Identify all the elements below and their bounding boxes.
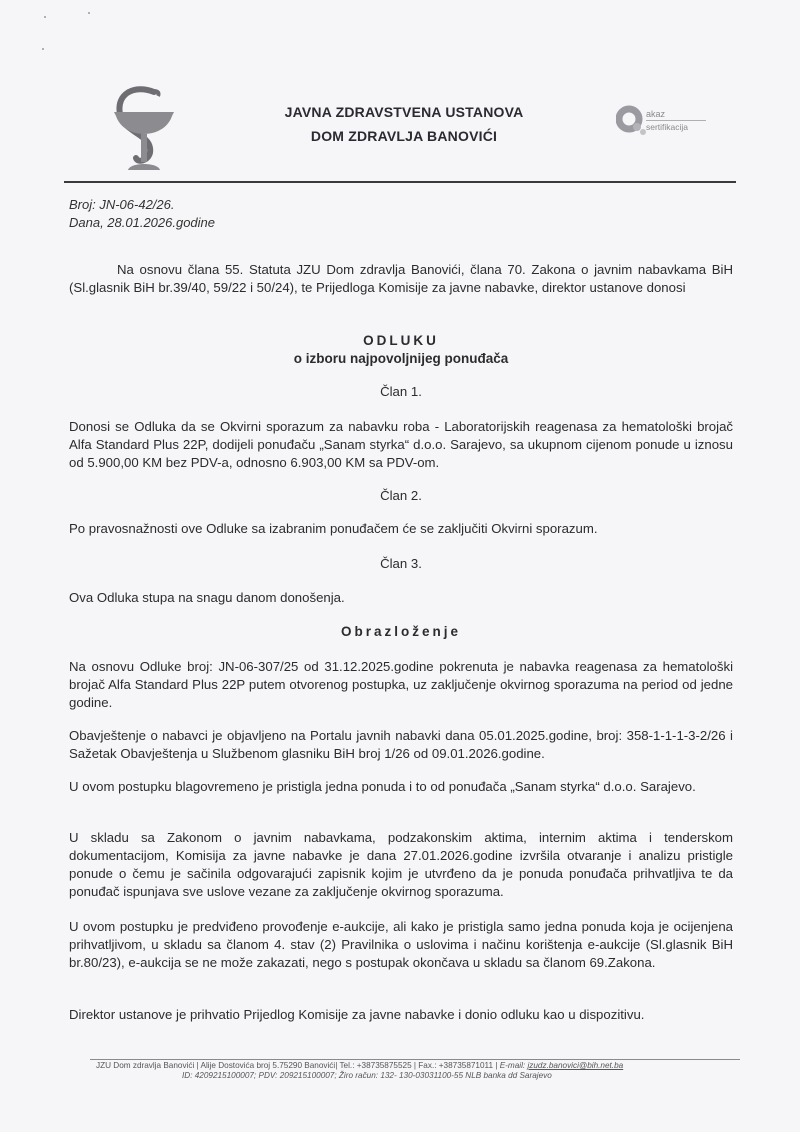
certification-label: sertifikacija [646, 122, 689, 132]
preamble: Na osnovu člana 55. Statuta JZU Dom zdravlja Banovići, člana 70. Zakona o javnim nabavkama BiH (Sl.glasnik BiH br.39/40, 59/22 i 50/24), te Prijedloga Komisije za javne nabavke, direktor ustanove donosi [69, 262, 733, 295]
akaz-q-logo-icon [616, 105, 648, 137]
akaz-certification-logo [616, 105, 726, 145]
footer-registration: ID: 4209215100007; PDV: 209215100007; Žiro račun: 132- 130-03031100-55 NLB banka dd Sarajevo [182, 1071, 552, 1080]
footer-address: JZU Dom zdravlja Banovići | Alije Dostovića broj 5.75290 Banovići| Tel.: +38735875525 | Fax.: +38735871011 | [96, 1061, 500, 1070]
footer [96, 1061, 623, 1081]
decision-subtitle: o izboru najpovoljnijeg ponuđača [293, 351, 509, 366]
rationale-paragraph-4: U skladu sa Zakonom o javnim nabavkama, podzakonskim aktima, internim aktima i tenderskom dokumentacijom, Komisija za javne nabavke je dana 27.01.2026.godine izvršila otvaranje i analizu pristigle ponude o čemu je sačinila odgovarajući zapisnik kojim je utvrđeno da je ponuda ponuđača prihvatljiva te da ponuđač ispunjava sve uslove vezane za zaključenje okvirnog sporazuma. [69, 830, 733, 899]
article-3-text: Ova Odluka stupa na snagu danom donošenja. [69, 590, 345, 605]
article-1-text: Donosi se Odluka da se Okvirni sporazum za nabavku roba - Laboratorijskih reagenasa za hematološki brojač Alfa Standard Plus 22P, dodijeli ponuđaču „Sanam styrka“ d.o.o. Sarajevo, sa ukupnom cijenom ponude u iznosu od 5.900,00 KM bez PDV-a, odnosno 6.903,00 KM sa PDV-om. [69, 419, 733, 470]
header-divider [64, 181, 736, 183]
rationale-paragraph-1: Na osnovu Odluke broj: JN-06-307/25 od 31.12.2025.godine pokrenuta je nabavka reagenasa za hematološki brojač Alfa Standard Plus 22P putem otvorenog postupka, uz zaključenje okvirnog sporazuma na period od jedne godine. [69, 659, 733, 710]
footer-email-link[interactable]: jzudz.banovici@bih.net.ba [527, 1061, 624, 1070]
institution-line1: JAVNA ZDRAVSTVENA USTANOVA [284, 104, 524, 120]
document-meta [69, 196, 215, 232]
akaz-label: akaz [646, 109, 666, 119]
footer-divider [90, 1059, 740, 1060]
article-3-heading: Član 3. [380, 556, 422, 571]
footer-email-label: E-mail: [499, 1061, 528, 1070]
document-date: Dana, 28.01.2026.godine [69, 215, 216, 230]
rationale-paragraph-3: U ovom postupku blagovremeno je pristigla jedna ponuda i to od ponuđača „Sanam styrka“ d.o.o. Sarajevo. [69, 779, 696, 794]
letterhead [104, 80, 724, 180]
rationale-paragraph-5: U ovom postupku je predviđeno provođenje e-aukcije, ali kako je pristigla samo jedna ponuda koja je ocijenjena prihvatljivom, u skladu sa članom 4. stav (2) Pravilnika o uslovima i načinu korištenja e-aukcije (Sl.glasnik BiH br.80/23), e-aukcija se ne može zakazati, nego s postupak okončava u skladu sa članom 69.Zakona. [69, 919, 733, 970]
rationale-paragraph-6: Direktor ustanove je prihvatio Prijedlog Komisije za javne nabavke i donio odluku kao u dispozitivu. [69, 1007, 645, 1022]
rationale-heading: Obrazloženje [340, 624, 462, 639]
article-1-heading: Član 1. [380, 384, 422, 399]
bowl-of-hygieia-icon [104, 84, 184, 174]
institution-name [224, 100, 584, 148]
document-number: Broj: JN-06-42/26. [69, 197, 175, 212]
rationale-paragraph-2: Obavještenje o nabavci je objavljeno na Portalu javnih nabavki dana 05.01.2025.godine, broj: 358-1-1-1-3-2/26 i Sažetak Obavještenja u Službenom glasniku BiH broj 1/26 od 09.01.2026.godine. [69, 728, 733, 761]
institution-line2: DOM ZDRAVLJA BANOVIĆI [310, 128, 498, 144]
article-2-text: Po pravosnažnosti ove Odluke sa izabranim ponuđačem će se zaključiti Okvirni sporazum. [69, 521, 598, 536]
decision-title: ODLUKU [363, 333, 439, 348]
article-2-heading: Član 2. [380, 488, 422, 503]
